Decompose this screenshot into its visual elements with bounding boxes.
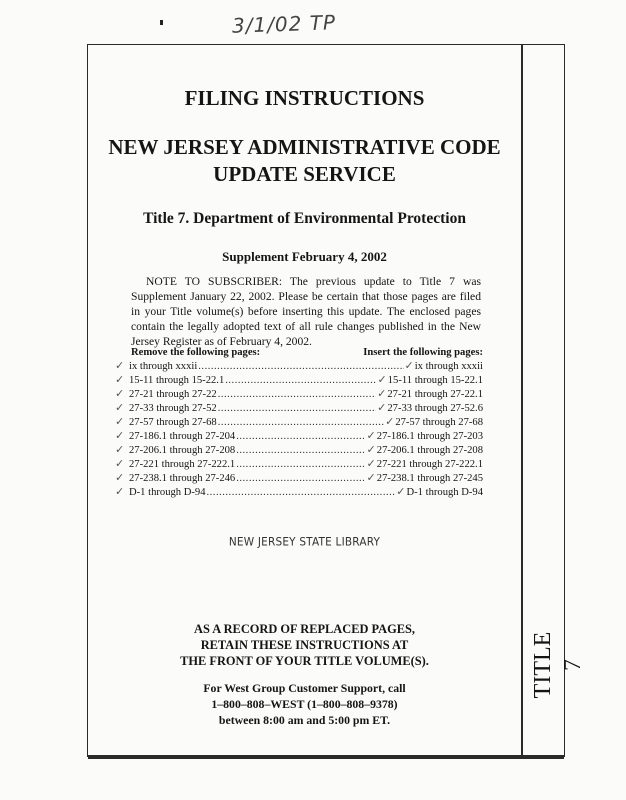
service-title-line-2: UPDATE SERVICE: [213, 162, 396, 186]
checkmark-icon: ✓: [366, 472, 376, 484]
table-row: [115, 387, 483, 401]
checkmark-icon: ✓: [115, 458, 125, 470]
supplement-date: Supplement February 4, 2002: [222, 249, 387, 264]
remove-pages: 27-57 through 27-68: [129, 417, 217, 428]
dot-leader: [218, 402, 376, 416]
checkmark-icon: ✓: [115, 374, 125, 386]
dot-leader: [225, 374, 376, 388]
title-department: Title 7. Department of Environmental Protection: [143, 210, 466, 227]
checkmark-icon: ✓: [115, 416, 125, 428]
dot-leader: [236, 430, 365, 444]
table-row: [115, 429, 483, 443]
checkmark-icon: ✓: [115, 472, 125, 484]
service-title-line-1: NEW JERSEY ADMINISTRATIVE CODE: [108, 135, 501, 159]
checkmark-icon: ✓: [385, 416, 395, 428]
table-row: [115, 457, 483, 471]
insert-pages: 27-57 through 27-68: [395, 417, 483, 428]
dot-leader: [218, 416, 384, 430]
checkmark-icon: ✓: [377, 388, 387, 400]
remove-pages: 27-21 through 27-22: [129, 389, 217, 400]
remove-pages: 27-206.1 through 27-208: [129, 445, 236, 456]
checkmark-icon: ✓: [377, 374, 387, 386]
table-row: [115, 401, 483, 415]
insert-pages: ix through xxxii: [414, 361, 483, 372]
checkmark-icon: ✓: [115, 360, 125, 372]
page-replacement-table: [115, 347, 483, 499]
insert-pages: 27-186.1 through 27-203: [376, 431, 483, 442]
remove-pages: D-1 through D-94: [129, 487, 206, 498]
dot-leader: [198, 360, 403, 374]
dot-leader: [236, 472, 365, 486]
library-stamp: NEW JERSEY STATE LIBRARY: [228, 535, 381, 549]
remove-pages: ix through xxxii: [129, 361, 198, 372]
checkmark-icon: ✓: [115, 388, 125, 400]
checkmark-icon: ✓: [396, 486, 406, 498]
dot-leader: [218, 388, 376, 402]
insert-pages: 27-238.1 through 27-245: [376, 473, 483, 484]
support-line: For West Group Customer Support, call: [203, 681, 406, 695]
table-row: [115, 415, 483, 429]
checkmark-icon: ✓: [366, 430, 376, 442]
table-row: [115, 373, 483, 387]
remove-pages: 15-11 through 15-22.1: [129, 375, 225, 386]
support-phone: 1–800–808–WEST (1–800–808–9378): [211, 697, 398, 711]
remove-pages: 27-221 through 27-222.1: [129, 459, 236, 470]
checkmark-icon: ✓: [115, 430, 125, 442]
checkmark-icon: ✓: [404, 360, 414, 372]
table-row: [115, 485, 483, 499]
ink-speck: [160, 20, 163, 25]
record-notice-line: AS A RECORD OF REPLACED PAGES,: [194, 622, 415, 636]
remove-pages: 27-238.1 through 27-246: [129, 473, 236, 484]
insert-pages: 27-221 through 27-222.1: [376, 459, 483, 470]
record-notice-line: THE FRONT OF YOUR TITLE VOLUME(S).: [180, 654, 429, 668]
record-notice: [88, 621, 521, 669]
remove-pages: 27-186.1 through 27-204: [129, 431, 236, 442]
insert-header: Insert the following pages:: [363, 347, 483, 358]
insert-pages: D-1 through D-94: [406, 487, 483, 498]
table-row: [115, 443, 483, 457]
page-title: FILING INSTRUCTIONS: [184, 86, 425, 110]
remove-pages: 27-33 through 27-52: [129, 403, 217, 414]
dot-leader: [207, 486, 396, 500]
remove-header: Remove the following pages:: [131, 347, 261, 358]
checkmark-icon: ✓: [115, 486, 125, 498]
table-header: [131, 347, 483, 358]
insert-pages: 27-33 through 27-52.6: [387, 403, 483, 414]
insert-pages: 15-11 through 15-22.1: [387, 375, 483, 386]
table-rows: [115, 359, 483, 499]
dot-leader: [236, 444, 365, 458]
support-hours: between 8:00 am and 5:00 pm ET.: [218, 713, 391, 727]
customer-support-info: [88, 680, 521, 728]
dot-leader: [236, 458, 365, 472]
title-tab-label: TITLE 7: [530, 631, 586, 699]
handwritten-date-note: 3/1/02 TP: [231, 10, 337, 38]
insert-pages: 27-206.1 through 27-208: [376, 445, 483, 456]
checkmark-icon: ✓: [366, 458, 376, 470]
subscriber-note: NOTE TO SUBSCRIBER: The previous update to Title 7 was Supplement January 22, 2002. Please be certain that those pages are filed in your Title volume(s) before inserting this update. The enclosed pages contain the legally adopted text of all rule changes published in the New Jersey Register as of February 4, 2002.: [131, 275, 481, 348]
table-row: [115, 471, 483, 485]
record-notice-line: RETAIN THESE INSTRUCTIONS AT: [200, 638, 409, 652]
checkmark-icon: ✓: [366, 444, 376, 456]
table-row: [115, 359, 483, 373]
tab-divider: [521, 44, 523, 756]
checkmark-icon: ✓: [377, 402, 387, 414]
insert-pages: 27-21 through 27-22.1: [387, 389, 483, 400]
checkmark-icon: ✓: [115, 444, 125, 456]
checkmark-icon: ✓: [115, 402, 125, 414]
service-title: [88, 134, 521, 188]
